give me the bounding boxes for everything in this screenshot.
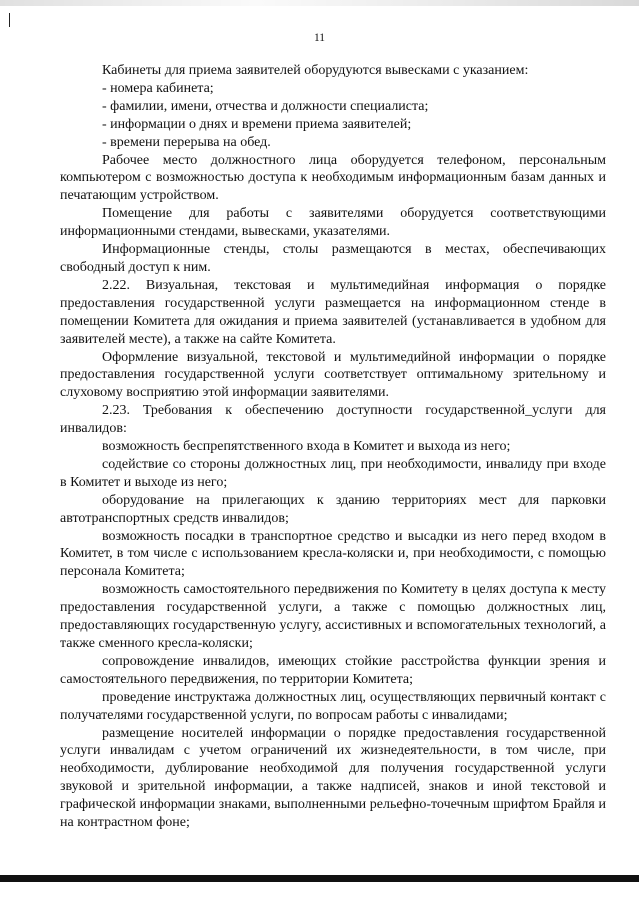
page-number: 11 [313,32,326,44]
paragraph: 2.23. Требования к обеспечению доступности государственной_услуги для инвалидов: [60,403,606,437]
paragraph: Рабочее место должностного лица оборудуется телефоном, персональным компьютером с возможностью доступа к необходимым информационным базам данных и печатающим устройством. [60,152,606,204]
paragraph: сопровождение инвалидов, имеющих стойкие расстройства функции зрения и самостоятельного передвижения, по территории Комитета; [60,653,606,687]
paragraph: Оформление визуальной, текстовой и мультимедийной информации о порядке предоставления государственной услуги соответствует оптимальному зрительному и слуховому восприятию этой информации заявителями. [60,349,606,401]
margin-mark [9,13,10,27]
list-item: - номера кабинета; [102,80,214,96]
list-item: - фамилии, имени, отчества и должности специалиста; [102,98,429,114]
paragraph: возможность беспрепятственного входа в Комитет и выхода из него; [102,439,511,455]
scan-edge [0,0,639,6]
paragraph: возможность самостоятельного передвижения по Комитету в целях доступа к месту предоставления государственной услуги, а также с помощью должностных лиц, предоставляющих государственную услугу, ассистивных и вспомогательных технологий, а также сменного кресла-коляски; [60,582,606,651]
document-body [60,62,606,832]
paragraph: Информационные стенды, столы размещаются в местах, обеспечивающих свободный доступ к ним. [60,242,606,275]
list-item: - времени перерыва на обед. [102,134,271,150]
paragraph: Кабинеты для приема заявителей оборудуются вывесками с указанием: [102,63,529,78]
paragraph: оборудование на прилегающих к зданию территориях мест для парковки автотранспортных средств инвалидов; [60,492,606,526]
paragraph: размещение носителей информации о порядке предоставления государственной услуги инвалидам с учетом ограничений их жизнедеятельности, в том числе, при необходимости, дублирование необходимой для получения государственной услуги звуковой и зрительной информации, а также надписей, знаков и иной текстовой и графической информации знаками, выполненными рельефно-точечным шрифтом Брайля и на контрастном фоне; [60,725,606,831]
paragraph: возможность посадки в транспортное средство и высадки из него перед входом в Комитет, в том числе с использованием кресла-коляски и, при необходимости, с помощью персонала Комитета; [60,528,606,580]
list-item: - информации о днях и времени приема заявителей; [102,116,412,132]
paragraph: Помещение для работы с заявителями оборудуется соответствующими информационными стендами, вывесками, указателями. [60,206,606,240]
scan-bottom-edge [0,875,639,882]
paragraph: 2.22. Визуальная, текстовая и мультимедийная информация о порядке предоставления государственной услуги размещается на информационном стенде в помещении Комитета для ожидания и приема заявителей (устанавливается в удобном для заявителей месте), а также на сайте Комитета. [60,277,606,347]
paragraph: проведение инструктажа должностных лиц, осуществляющих первичный контакт с получателями государственной услуги, по вопросам работы с инвалидами; [60,689,606,723]
paragraph: содействие со стороны должностных лиц, при необходимости, инвалиду при входе в Комитет и выходе из него; [60,456,606,490]
